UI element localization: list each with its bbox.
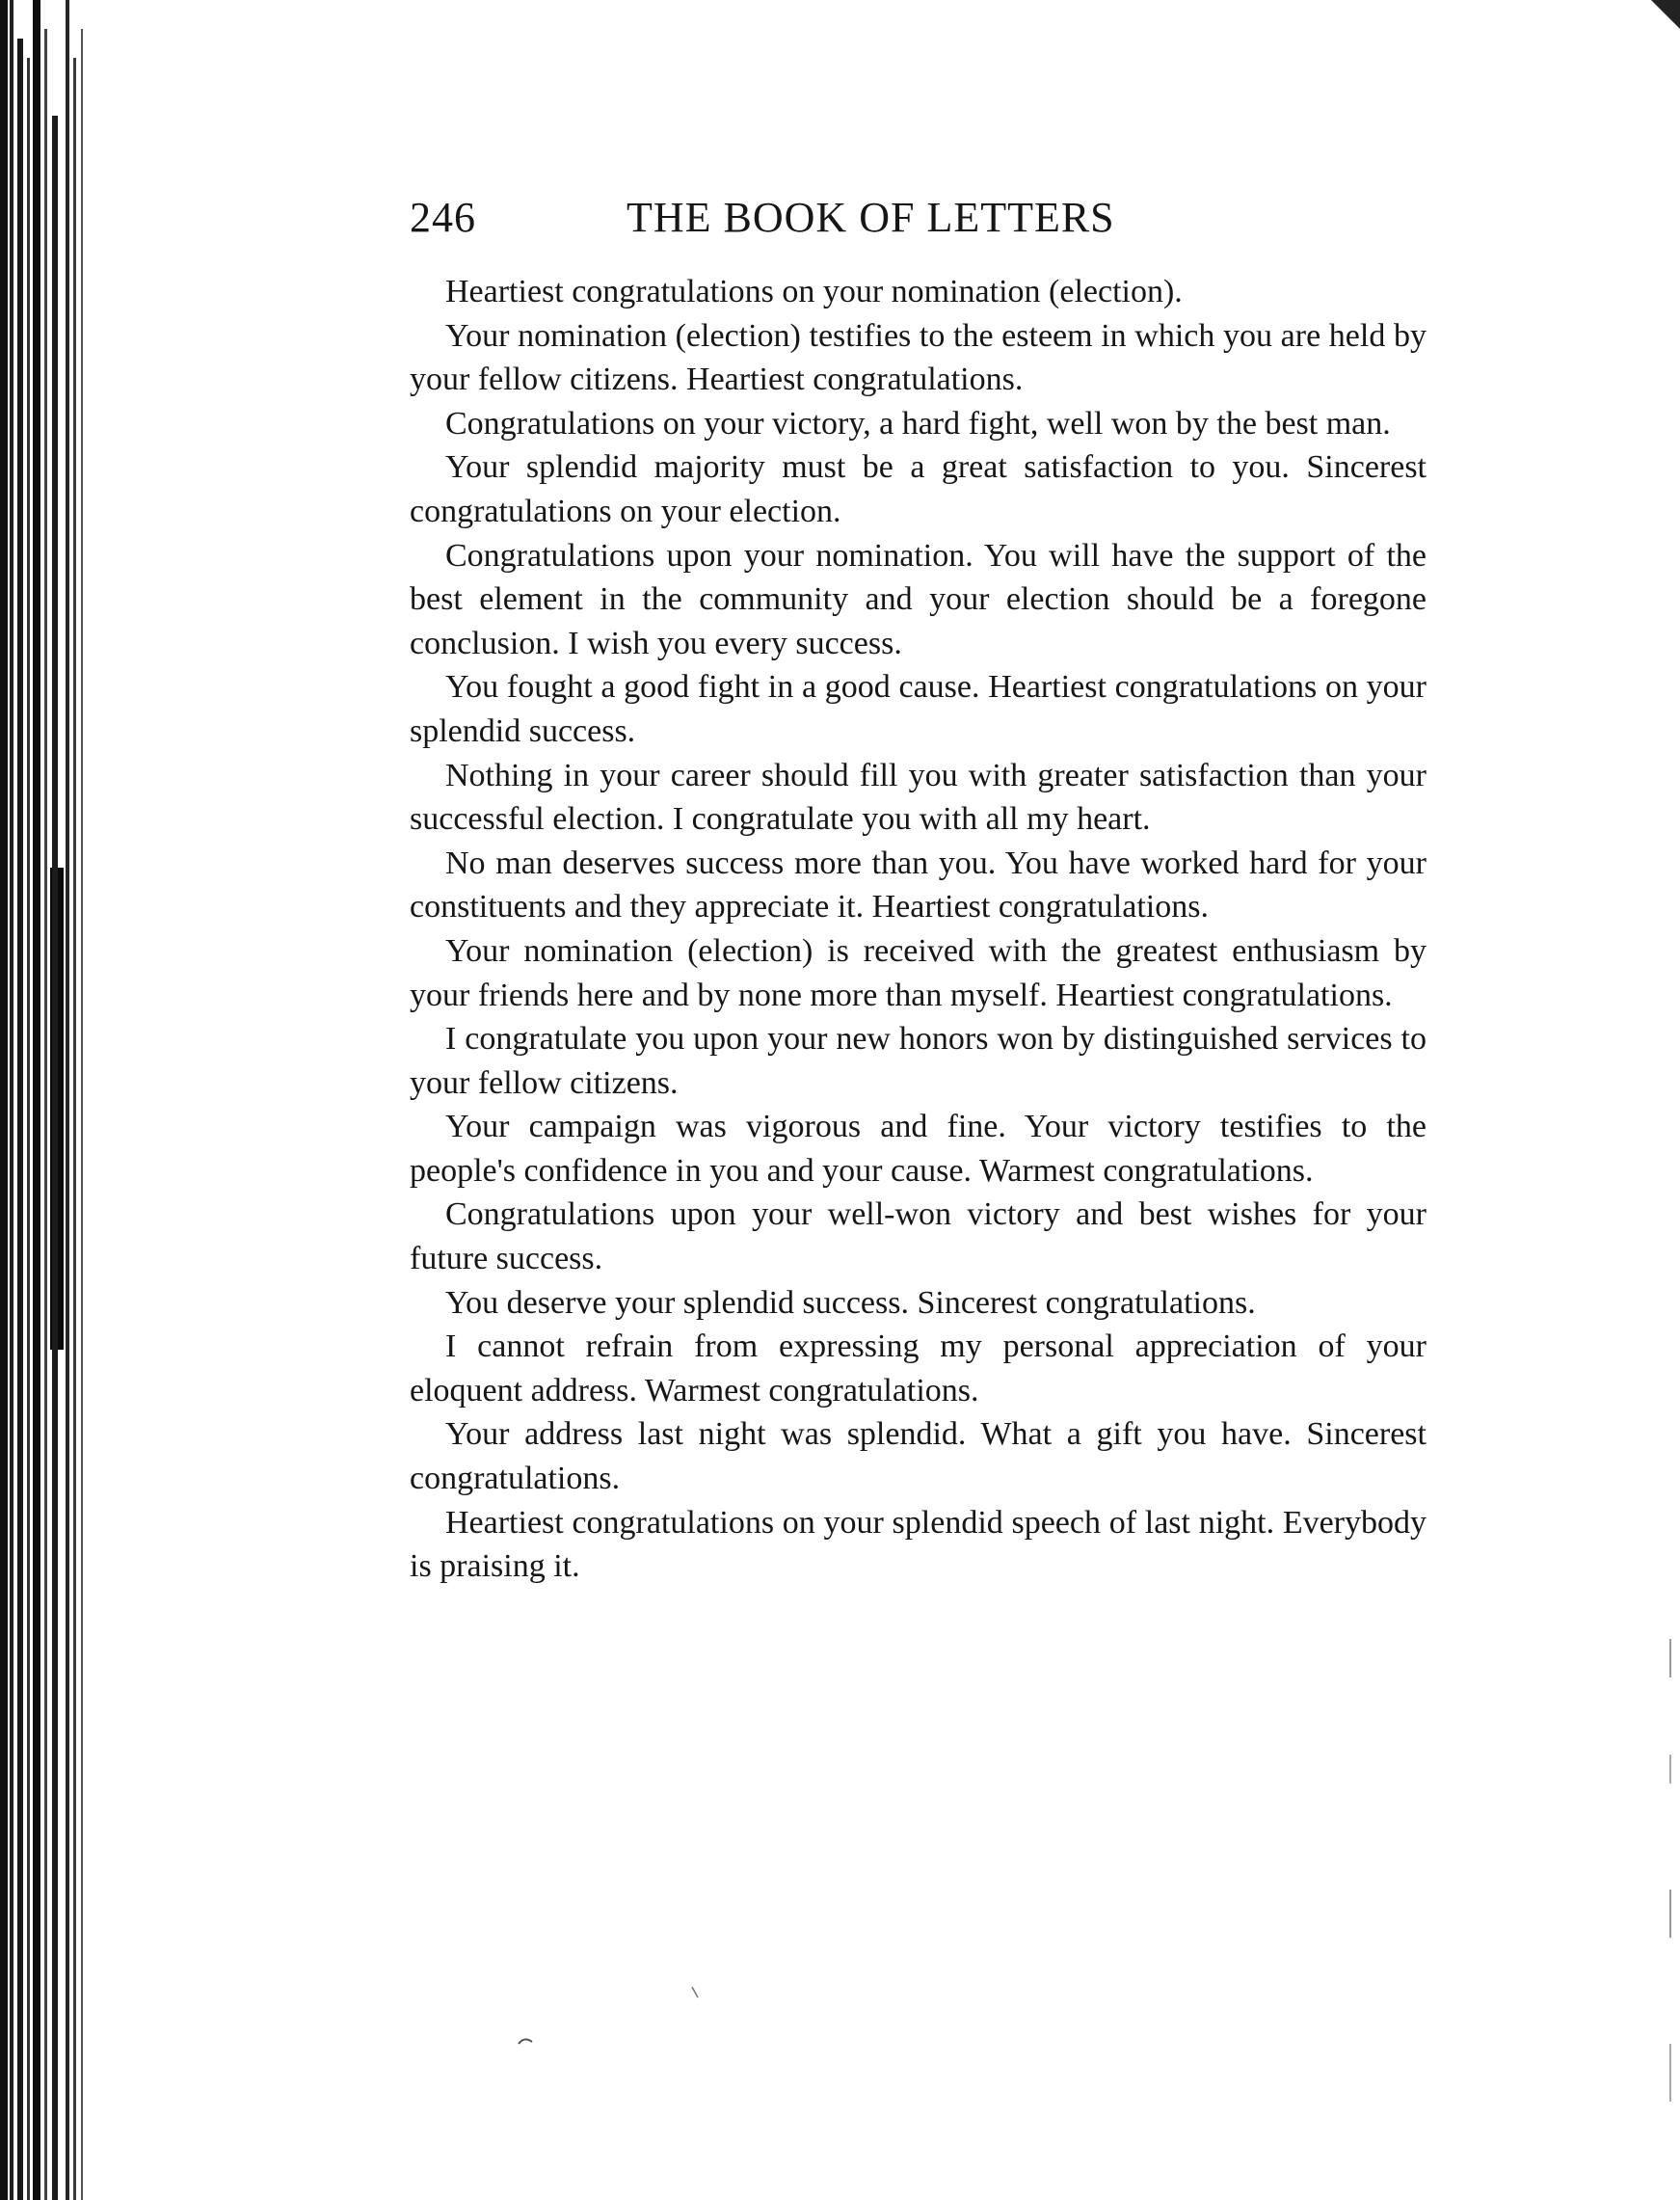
binding-shadow: [0, 0, 92, 2200]
paragraph: No man deserves success more than you. You have worked hard for your constituents and they appreciate it. Heartiest congratulations.: [410, 845, 1427, 926]
paragraph: You fought a good fight in a good cause. Heartiest congratulations on your splendid success.: [410, 669, 1427, 749]
paragraph: Heartiest congratulations on your splendid speech of last night. Everybody is praising it.: [410, 1504, 1427, 1585]
paragraph: Congratulations upon your well-won victory and best wishes for your future success.: [410, 1196, 1427, 1277]
paragraph: Your nomination (election) is received with the greatest enthusiasm by your friends here and by none more than myself. Heartiest congratulations.: [410, 932, 1427, 1013]
paragraph: Congratulations upon your nomination. You will have the support of the best element in the community and your election should be a foregone conclusion. I wish you every success.: [410, 537, 1427, 661]
running-head: THE BOOK OF LETTERS: [627, 194, 1115, 241]
paragraph: Your nomination (election) testifies to the esteem in which you are held by your fellow citizens. Heartiest congratulations.: [410, 317, 1427, 398]
paragraph: Your address last night was splendid. What a gift you have. Sincerest congratulations.: [410, 1416, 1427, 1497]
letter-body: [410, 270, 1427, 1589]
paragraph: Your splendid majority must be a great satisfaction to you. Sincerest congratulations on your election.: [410, 449, 1427, 529]
scan-speck: [517, 2034, 536, 2048]
paragraph: Nothing in your career should fill you with greater satisfaction than your successful election. I congratulate you with all my heart.: [410, 757, 1427, 838]
edge-specks: [1667, 1639, 1674, 2200]
corner-mark: [1651, 0, 1680, 29]
page-number: 246: [410, 194, 476, 241]
paragraph: I cannot refrain from expressing my personal appreciation of your eloquent address. Warmest congratulations.: [410, 1328, 1427, 1409]
paragraph: You deserve your splendid success. Sincerest congratulations.: [445, 1284, 1256, 1321]
scan-speck: [690, 1986, 700, 1999]
paragraph: Heartiest congratulations on your nomination (election).: [445, 274, 1183, 309]
paragraph: Congratulations on your victory, a hard fight, well won by the best man.: [445, 405, 1391, 442]
paragraph: Your campaign was vigorous and fine. Your victory testifies to the people's confidence in you and your cause. Warmest congratulations.: [410, 1109, 1427, 1189]
paragraph: I congratulate you upon your new honors won by distinguished services to your fellow citizens.: [410, 1021, 1427, 1101]
page-header: [410, 189, 1431, 256]
